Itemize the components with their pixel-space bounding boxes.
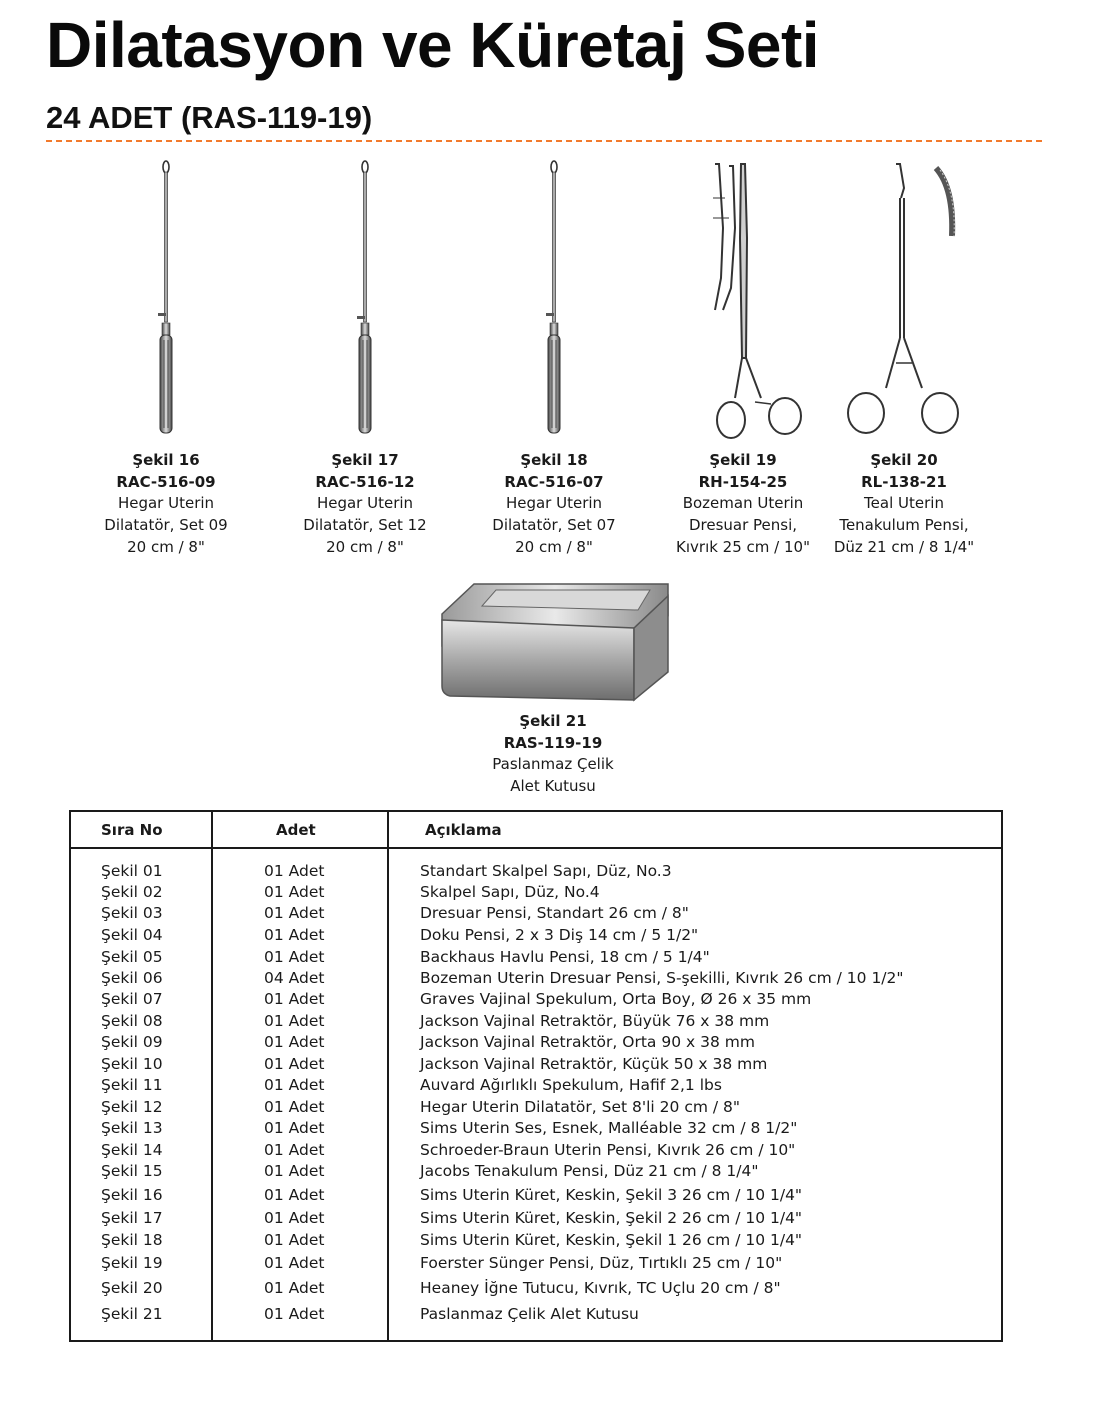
row-figure-number: Şekil 17 — [101, 1209, 163, 1227]
row-description: Heaney İğne Tutucu, Kıvrık, TC Uçlu 20 cm / 8" — [420, 1279, 781, 1297]
row-figure-number: Şekil 01 — [101, 862, 163, 880]
figure-code: RH-154-25 — [698, 472, 788, 491]
dashed-divider — [46, 140, 1042, 142]
row-description: Paslanmaz Çelik Alet Kutusu — [420, 1305, 639, 1323]
row-description: Jackson Vajinal Retraktör, Küçük 50 x 38 mm — [420, 1055, 768, 1073]
row-figure-number: Şekil 14 — [101, 1141, 163, 1159]
figure-label: Şekil 16 — [132, 451, 200, 469]
hegar-dilator-icon — [524, 158, 584, 448]
figure-code: RAC-516-12 — [315, 472, 415, 491]
figure-description: Dresuar Pensi, — [688, 516, 798, 535]
row-figure-number: Şekil 02 — [101, 883, 163, 901]
row-figure-number: Şekil 12 — [101, 1098, 163, 1116]
figure-description: Dilatatör, Set 07 — [492, 516, 616, 535]
row-quantity: 01 Adet — [264, 1141, 325, 1159]
row-description: Doku Pensi, 2 x 3 Diş 14 cm / 5 1/2" — [420, 926, 699, 944]
row-description: Graves Vajinal Spekulum, Orta Boy, Ø 26 x 35 mm — [420, 990, 812, 1008]
row-figure-number: Şekil 15 — [101, 1162, 163, 1180]
figure-label: Şekil 20 — [870, 451, 938, 469]
hegar-dilator-icon — [136, 158, 196, 448]
row-quantity: 01 Adet — [264, 926, 325, 944]
figure-label: Şekil 17 — [331, 451, 399, 469]
row-description: Sims Uterin Küret, Keskin, Şekil 3 26 cm / 10 1/4" — [420, 1186, 803, 1204]
row-quantity: 01 Adet — [264, 1162, 325, 1180]
row-figure-number: Şekil 09 — [101, 1033, 163, 1051]
figure-description: Bozeman Uterin — [682, 494, 804, 513]
figure-description: Hegar Uterin — [316, 494, 414, 513]
table-header-sira-no: Sıra No — [101, 821, 163, 839]
figure-size: 20 cm / 8" — [326, 537, 404, 556]
row-description: Sims Uterin Küret, Keskin, Şekil 1 26 cm / 10 1/4" — [420, 1231, 803, 1249]
page-subtitle: 24 ADET (RAS-119-19) — [46, 100, 373, 135]
figure-18-caption — [454, 450, 654, 559]
row-figure-number: Şekil 19 — [101, 1254, 163, 1272]
row-figure-number: Şekil 21 — [101, 1305, 163, 1323]
figure-description: Paslanmaz Çelik — [492, 755, 614, 774]
figure-description: Tenakulum Pensi, — [839, 516, 969, 535]
row-quantity: 01 Adet — [264, 1076, 325, 1094]
figure-17-caption — [265, 450, 465, 559]
row-quantity: 01 Adet — [264, 1209, 325, 1227]
row-description: Dresuar Pensi, Standart 26 cm / 8" — [420, 904, 689, 922]
row-quantity: 01 Adet — [264, 883, 325, 901]
row-description: Hegar Uterin Dilatatör, Set 8'li 20 cm / 8" — [420, 1098, 741, 1116]
figure-description: Dilatatör, Set 12 — [303, 516, 427, 535]
row-figure-number: Şekil 16 — [101, 1186, 163, 1204]
row-quantity: 01 Adet — [264, 1055, 325, 1073]
figure-size: Düz 21 cm / 8 1/4" — [833, 537, 975, 556]
instrument-box-icon — [438, 576, 670, 706]
row-description: Auvard Ağırlıklı Spekulum, Hafif 2,1 lbs — [420, 1076, 722, 1094]
row-description: Sims Uterin Küret, Keskin, Şekil 2 26 cm / 10 1/4" — [420, 1209, 803, 1227]
row-description: Foerster Sünger Pensi, Düz, Tırtıklı 25 cm / 10" — [420, 1254, 783, 1272]
row-quantity: 01 Adet — [264, 1186, 325, 1204]
figure-size: 20 cm / 8" — [127, 537, 205, 556]
figure-label: Şekil 19 — [709, 451, 777, 469]
row-description: Bozeman Uterin Dresuar Pensi, S-şekilli, Kıvrık 26 cm / 10 1/2" — [420, 969, 904, 987]
page-title: Dilatasyon ve Küretaj Seti — [46, 9, 820, 81]
row-description: Schroeder-Braun Uterin Pensi, Kıvrık 26 cm / 10" — [420, 1141, 796, 1159]
row-quantity: 01 Adet — [264, 1305, 325, 1323]
table-header-aciklama: Açıklama — [425, 821, 502, 839]
figure-description: Dilatatör, Set 09 — [104, 516, 228, 535]
figure-16-image — [66, 158, 266, 448]
row-quantity: 01 Adet — [264, 1231, 325, 1249]
figure-code: RL-138-21 — [861, 472, 947, 491]
row-figure-number: Şekil 07 — [101, 990, 163, 1008]
table-column-divider — [211, 812, 213, 1340]
figure-description: Hegar Uterin — [117, 494, 215, 513]
figure-label: Şekil 18 — [520, 451, 588, 469]
row-figure-number: Şekil 13 — [101, 1119, 163, 1137]
figure-code: RAC-516-09 — [116, 472, 216, 491]
row-figure-number: Şekil 11 — [101, 1076, 163, 1094]
row-figure-number: Şekil 20 — [101, 1279, 163, 1297]
figure-description: Alet Kutusu — [510, 777, 596, 796]
contents-table — [69, 810, 1003, 1342]
row-quantity: 01 Adet — [264, 1098, 325, 1116]
row-figure-number: Şekil 05 — [101, 948, 163, 966]
table-header-adet: Adet — [276, 821, 316, 839]
figure-description: Hegar Uterin — [505, 494, 603, 513]
row-quantity: 01 Adet — [264, 1119, 325, 1137]
table-column-divider — [387, 812, 389, 1340]
row-description: Skalpel Sapı, Düz, No.4 — [420, 883, 600, 901]
figure-code: RAS-119-19 — [503, 733, 603, 752]
row-quantity: 01 Adet — [264, 1012, 325, 1030]
row-quantity: 01 Adet — [264, 1279, 325, 1297]
row-quantity: 01 Adet — [264, 1254, 325, 1272]
figure-16-caption — [66, 450, 266, 559]
figure-21-image — [438, 576, 670, 706]
row-figure-number: Şekil 18 — [101, 1231, 163, 1249]
figure-description: Teal Uterin — [864, 494, 944, 513]
row-figure-number: Şekil 08 — [101, 1012, 163, 1030]
figure-20-caption — [804, 450, 1004, 559]
tenaculum-forceps-icon — [804, 158, 1004, 448]
row-description: Sims Uterin Ses, Esnek, Malléable 32 cm / 8 1/2" — [420, 1119, 798, 1137]
figure-17-image — [265, 158, 465, 448]
hegar-dilator-icon — [335, 158, 395, 448]
row-description: Jackson Vajinal Retraktör, Orta 90 x 38 mm — [420, 1033, 755, 1051]
figure-size: Kıvrık 25 cm / 10" — [676, 537, 810, 556]
row-figure-number: Şekil 06 — [101, 969, 163, 987]
row-description: Standart Skalpel Sapı, Düz, No.3 — [420, 862, 672, 880]
row-quantity: 01 Adet — [264, 904, 325, 922]
row-description: Jacobs Tenakulum Pensi, Düz 21 cm / 8 1/4" — [420, 1162, 759, 1180]
row-quantity: 04 Adet — [264, 969, 325, 987]
figure-label: Şekil 21 — [519, 712, 587, 730]
row-quantity: 01 Adet — [264, 948, 325, 966]
row-description: Backhaus Havlu Pensi, 18 cm / 5 1/4" — [420, 948, 710, 966]
row-figure-number: Şekil 10 — [101, 1055, 163, 1073]
row-quantity: 01 Adet — [264, 862, 325, 880]
figure-21-caption — [453, 711, 653, 798]
figure-code: RAC-516-07 — [504, 472, 604, 491]
figure-size: 20 cm / 8" — [515, 537, 593, 556]
row-quantity: 01 Adet — [264, 990, 325, 1008]
table-header-divider — [71, 847, 1001, 849]
row-quantity: 01 Adet — [264, 1033, 325, 1051]
row-figure-number: Şekil 04 — [101, 926, 163, 944]
figure-18-image — [454, 158, 654, 448]
row-description: Jackson Vajinal Retraktör, Büyük 76 x 38 mm — [420, 1012, 770, 1030]
figure-20-image — [804, 158, 1004, 448]
row-figure-number: Şekil 03 — [101, 904, 163, 922]
